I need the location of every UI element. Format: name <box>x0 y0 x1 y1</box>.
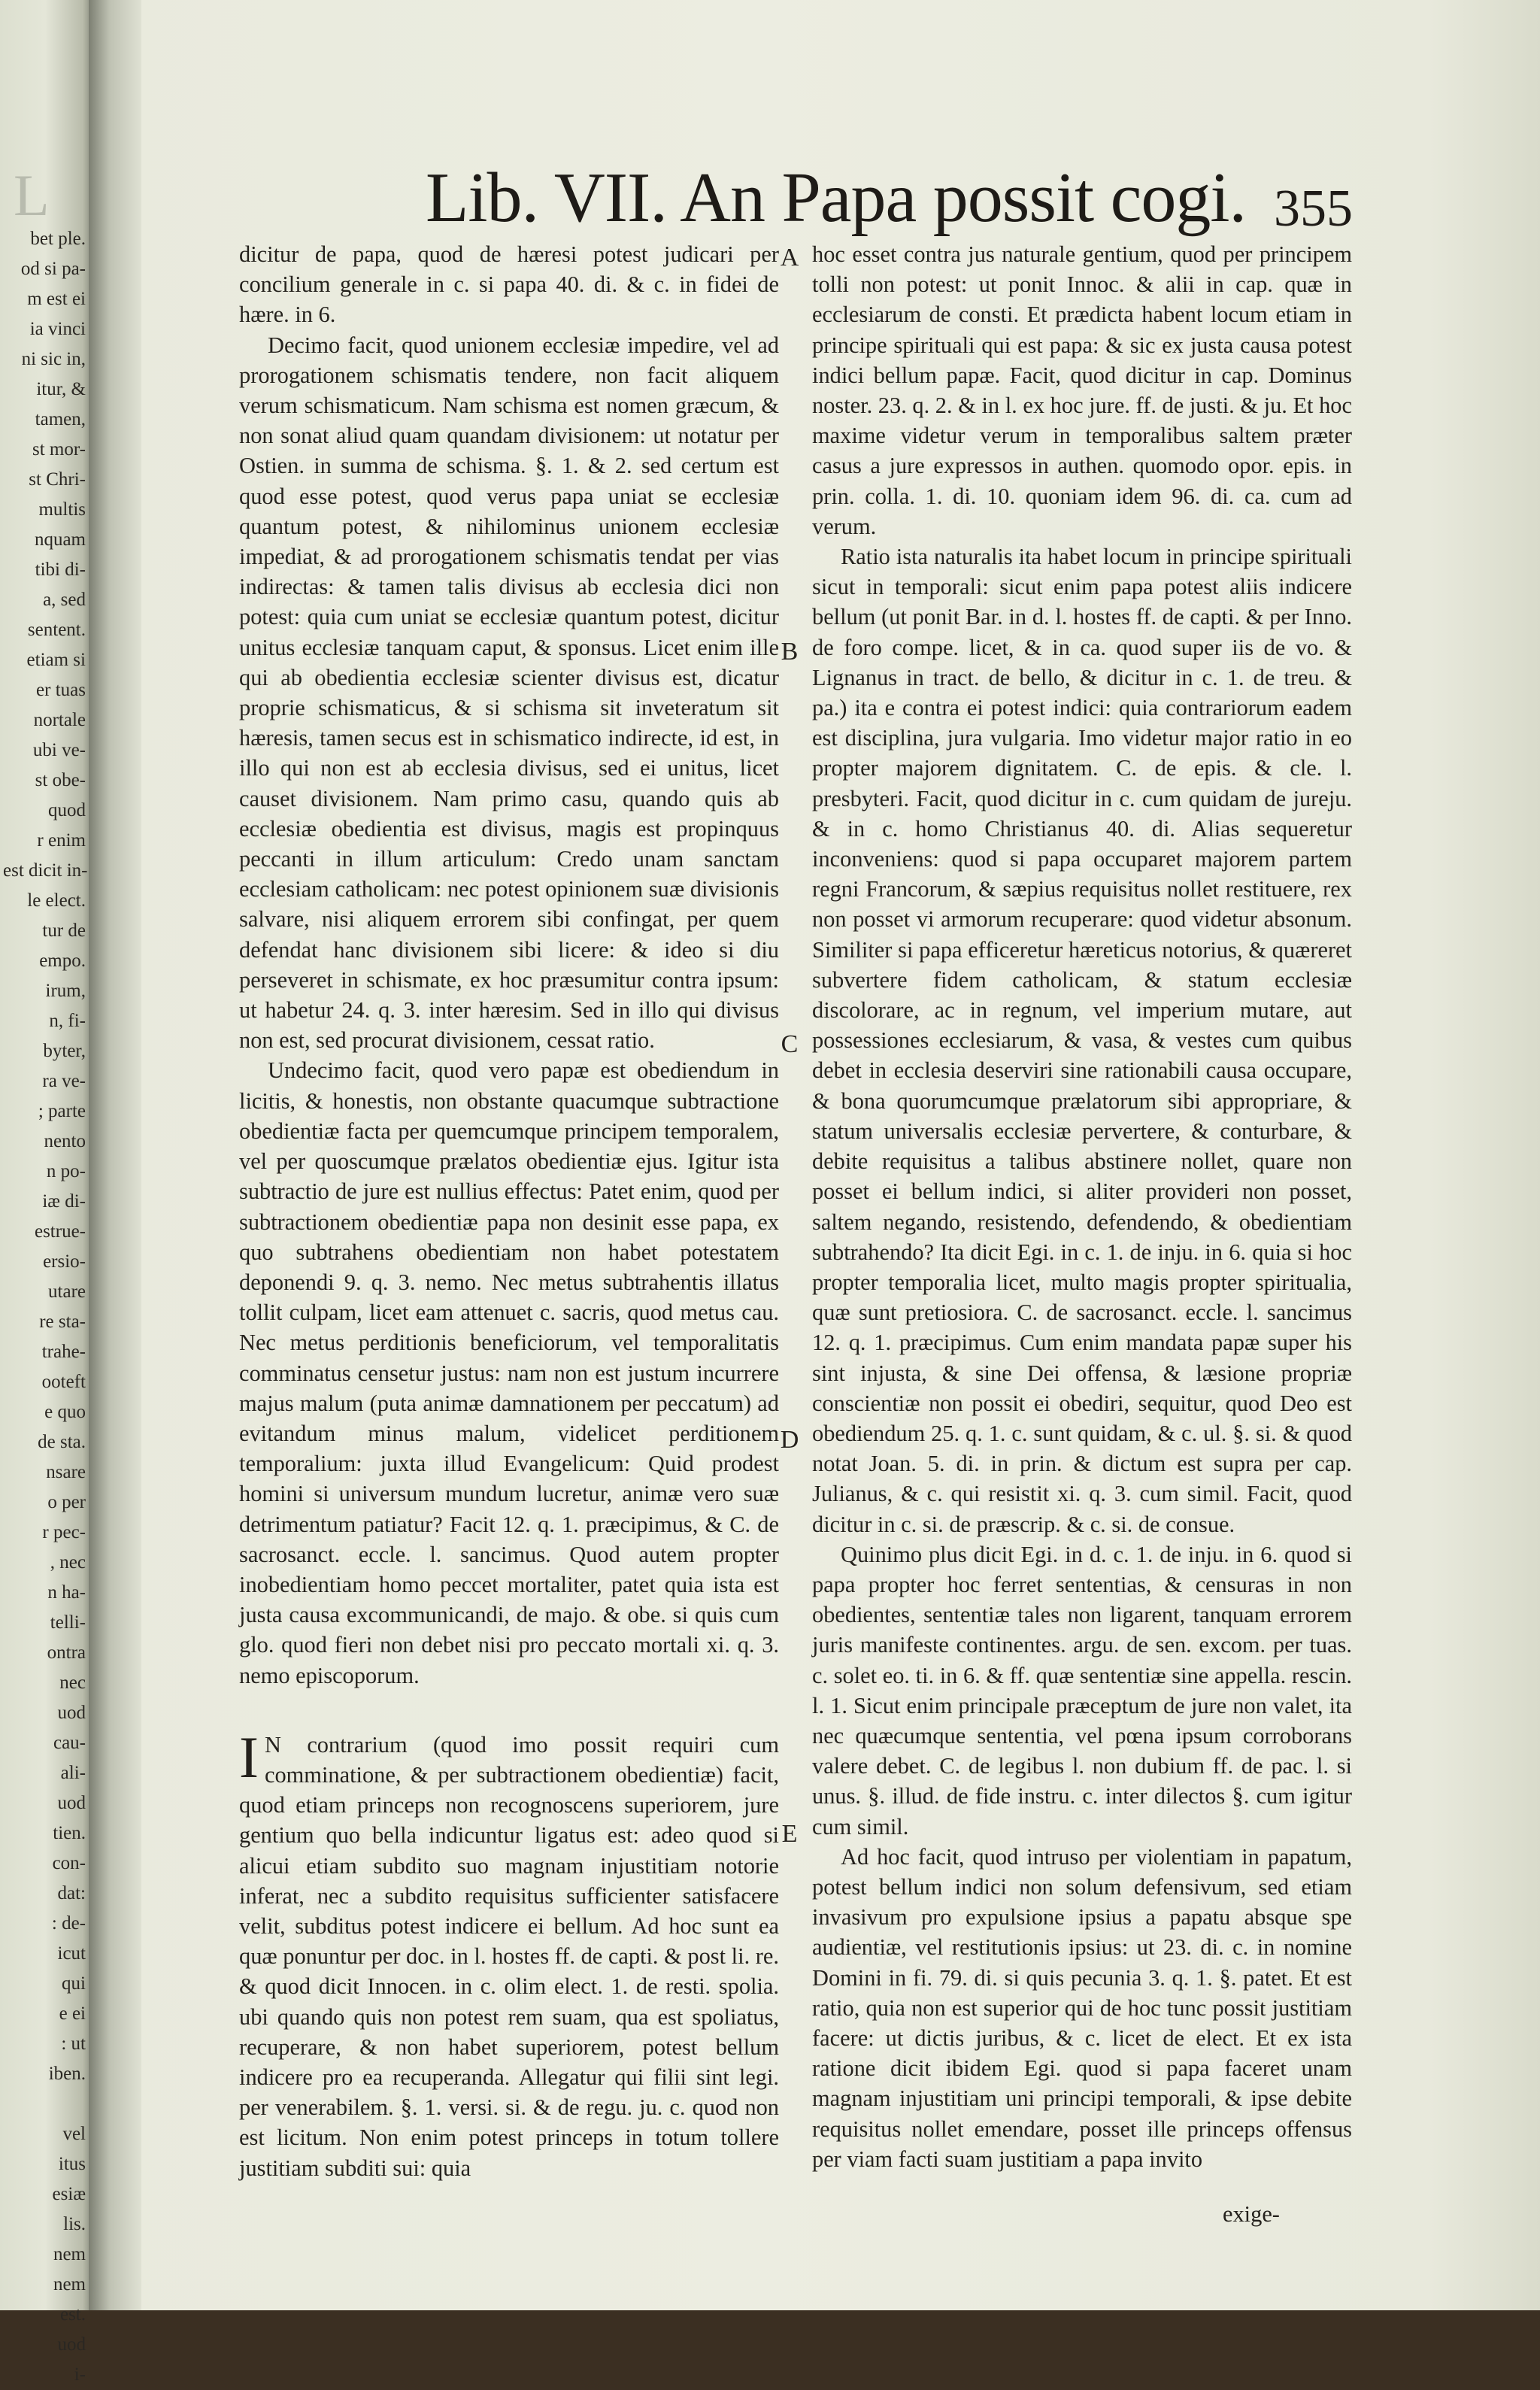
book-gutter-shadow <box>89 0 141 2310</box>
previous-page-line: st mor- <box>32 439 86 459</box>
previous-page-line: ra ve- <box>42 1071 86 1091</box>
previous-page-line: o per <box>47 1492 86 1512</box>
left-paragraph-3: Undecimo facit, quod vero papæ est obediendum in licitis, & honestis, non obstante quacumque subtractione obedientiæ facta per quemcumque principem temporalem, vel per quoscumque prælatos obedientiæ ejus. Igitur ista subtractio de jure est nullius effectus: Patet enim, quod per subtractionem obedientiæ papa non desinit esse papa, ex quo subtrahens obedientiam non habet potestatem deponendi 9. q. 3. nemo. Nec metus subtrahentis illatus tollit culpam, licet eam attenuet c. sacris, quod metus cau. Nec metus perditionis beneficiorum, vel temporalitatis comminatus censetur justus: nam non est justum incurrere majus malum (puta animæ damnationem per peccatum) ad evitandum minus malum, videlicet perditionem temporalium: juxta illud Evangelicum: Quid prodest homini si universum mundum lucretur, animæ vero suæ detrimentum patiatur? Facit 12. q. 1. præcipimus, & C. de sacrosanct. eccle. l. sancimus. Quod autem propter inobedientiam homo peccet mortaliter, patet quia ista est justa causa excommunicandi, de majo. & obe. si quis cum glo. quod fieri non debet nisi pro peccato mortali xi. q. 3. nemo episcoporum. <box>239 1057 779 1688</box>
previous-page-line: ontra <box>47 1642 86 1663</box>
section-marker-b: B <box>781 638 799 666</box>
previous-page-line: n ha- <box>47 1582 86 1603</box>
previous-page-line: icut <box>57 1943 86 1964</box>
previous-page-line: sentent. <box>27 620 86 640</box>
previous-page-line: esiæ <box>52 2184 86 2204</box>
previous-page-line: trahe- <box>41 1342 86 1362</box>
previous-page-line: utare <box>48 1281 86 1302</box>
previous-page-line: qui <box>62 1973 86 1994</box>
right-paragraph-4: Ad hoc facit, quod intruso per violentiam in papatum, potest bellum indici non solum defensivum, sed etiam invasivum pro expulsione ipsius a papatu absque spe audientiæ, vel restitutionis ipsius: ut 23. di. c. in nomine Domini in fi. 79. di. si quis pecunia 3. q. 1. §. patet. Et est ratio, quia non est superior qui de hoc tunc possit justitiam facere: ut dictis juribus, & c. licet de elect. Et ex ista ratione dicit ibidem Egi. quod si papa faceret unam magnam injustitiam uni principi temporali, & ipse debite requisitus nollet emendare, posset ille princeps offensus per viam facti suam justitiam a papa invito <box>812 1843 1352 2172</box>
previous-page-line: tien. <box>53 1823 86 1843</box>
previous-page-line: od si pa- <box>20 259 86 279</box>
section-marker-a: A <box>780 244 799 271</box>
previous-page-line: r pec- <box>42 1522 86 1542</box>
previous-page-line: etiam si <box>26 650 86 670</box>
previous-page-line: nsare <box>46 1462 86 1482</box>
section-markers <box>775 0 805 2310</box>
previous-page-line: telli- <box>50 1612 86 1633</box>
previous-page-line: uod <box>57 1703 86 1723</box>
right-paragraph-3: Quinimo plus dicit Egi. in d. c. 1. de inju. in 6. quod si papa propter hoc ferret sententias, & censuras in non obedientes, sententiæ tales non ligarent, tanquam errorem juris manifeste continentes. argu. de sen. excom. per tuas. c. solet eo. ti. in 6. & ff. quæ sententiæ sine appella. rescin. l. 1. Sicut enim principale præceptum de jure non valet, ita nec quæcumque sententia, vel pœna ipsum corroborans valere debet. C. de legibus l. non dubium ff. de pac. l. si unus. §. illud. de fide instru. c. inter dilectos §. cum igitur cum simil. <box>812 1541 1352 1840</box>
previous-page-line: e quo <box>44 1402 86 1422</box>
right-column <box>812 239 1352 2174</box>
previous-page-line: tur de <box>42 921 86 941</box>
previous-page-line: r enim <box>37 830 86 851</box>
previous-page-edge <box>0 0 89 2385</box>
previous-page-line: vel <box>62 2124 86 2144</box>
section-marker-e: E <box>781 1820 798 1848</box>
section-marker-c: C <box>781 1030 799 1058</box>
page-header <box>0 156 1540 239</box>
right-paragraph-1: hoc esset contra jus naturale gentium, quod per principem tolli non potest: ut ponit Innoc. & alii in cap. quæ in ecclesiarum de consti. Et prædicta habent locum etiam in principe spirituali qui est papa: & sic ex justa causa potest indici bellum papæ. Facit, quod dicitur in cap. Dominus noster. 23. q. 2. & in l. ex hoc jure. ff. de justi. & ju. Et hoc maxime videtur verum in temporalibus saltem præter casus a jure expressos in authen. quomodo opor. epis. in prin. colla. 1. di. 10. quoniam idem 96. di. ca. cum ad verum. <box>812 241 1352 539</box>
previous-page-line: iben. <box>48 2064 86 2084</box>
previous-page-line: itus <box>58 2154 86 2174</box>
previous-page-line: tamen, <box>35 409 86 429</box>
previous-page-line: nec <box>59 1673 86 1693</box>
previous-page-line: e ei <box>59 2003 86 2024</box>
previous-page-line: ia vinci <box>29 319 86 339</box>
previous-page-line: nquam <box>34 529 86 550</box>
previous-page-line: ni sic in, <box>21 349 86 369</box>
catchword: exige- <box>1223 2201 1280 2227</box>
previous-page-line: con- <box>52 1853 86 1873</box>
previous-page-line: de sta. <box>38 1432 86 1452</box>
previous-page-line: est dicit in- <box>3 860 88 881</box>
previous-page-line: irum, <box>45 981 86 1001</box>
previous-page-line: ; parte <box>38 1101 86 1121</box>
previous-page-line: dat: <box>57 1883 86 1903</box>
previous-page-line: n, fi- <box>49 1011 86 1031</box>
previous-page-line: itur, & <box>36 379 86 399</box>
previous-page-line: m est ei <box>27 289 86 309</box>
previous-page-line: le elect. <box>27 890 86 911</box>
previous-page-text <box>3 224 86 2390</box>
previous-page-line: st Chri- <box>29 469 86 490</box>
previous-page-line: nortale <box>33 710 86 730</box>
previous-page-line: er tuas <box>36 680 86 700</box>
previous-page-line: estrue- <box>34 1221 86 1242</box>
previous-page-line: ooteft <box>41 1372 86 1392</box>
previous-page-line: st obe- <box>35 770 86 790</box>
previous-page-line: iæ di- <box>42 1191 86 1212</box>
previous-page-line <box>3 2089 86 2119</box>
previous-page-line: uod <box>57 1793 86 1813</box>
previous-page-line: : de- <box>51 1913 86 1934</box>
previous-page-line: , nec <box>50 1552 86 1573</box>
previous-page-line: uod <box>57 2334 86 2355</box>
previous-page-line: ersio- <box>43 1251 86 1272</box>
previous-page-line: n po- <box>46 1161 86 1181</box>
left-paragraph-2: Decimo facit, quod unionem ecclesiæ impedire, vel ad prorogationem schismatis tendere, non facit aliquem verum schismaticum. Nam schisma est nomen græcum, & non sonat aliud quam quandam divisionem: ut notatur per Ostien. in summa de schisma. §. 1. & 2. sed certum est quod esse potest, quod verus papa uniat se ecclesiæ quantum potest, & nihilominus unionem ecclesiæ impediat, & ad prorogationem schismatis tendat per vias indirectas: & tamen talis divisus ab ecclesia dici non potest: quia cum uniat se ecclesiæ quantum potest, dicitur unitus ecclesiæ tanquam caput, & sponsus. Licet enim ille qui ab obedientia ecclesiæ scienter divisus est, dicatur proprie schismaticus, & si schisma sit inveteratum sit hæresis, tamen secus est in schismatico indirecte, id est, in illo qui non est ab ecclesia divisus, sed ei unitus, licet causet divisionem. Nam primo casu, quando quis ab ecclesiæ obedientia est divisus, magis est propinquus peccanti in illum articulum: Credo unam sanctam ecclesiam catholicam: nec potest opinionem suæ divisionis salvare, nisi aliquem errorem sibi confingat, per quem defendat hanc divisionem sibi licere: & ideo si diu perseveret in schismate, ex hoc præsumitur contra ipsum: ut habetur 24. q. 3. inter hæresim. Sed in illo qui divisus non est, sed procurat divisionem, cessat ratio. <box>239 332 779 1054</box>
previous-page-line: ali- <box>60 1763 86 1783</box>
previous-page-line: : ut <box>61 2034 86 2054</box>
left-column <box>239 239 779 2183</box>
previous-page-line: est. <box>59 2304 86 2325</box>
previous-page-line: nento <box>44 1131 86 1151</box>
previous-page-line: nem <box>53 2274 86 2294</box>
previous-page-line: bet ple. <box>30 229 86 249</box>
left-paragraph-4 <box>239 1724 779 2183</box>
section-marker-d: D <box>780 1426 799 1454</box>
previous-page-line: cau- <box>53 1733 86 1753</box>
previous-page-line: re sta- <box>39 1312 86 1332</box>
left-paragraph-4-text: N contrarium (quod imo possit requiri cum comminatione, & per subtractionem obedientiæ) facit, quod etiam princeps non recognoscens superiorem, jure gentium quo bella indicuntur ligatus est: adeo quod si alicui etiam subdito suo magnam injustitiam notorie inferat, nec a subdito requisitus sufficienter satisfacere velit, subditus potest indicere ei bellum. Ad hoc sunt ea quæ ponuntur per doc. in l. hostes ff. de capti. & post li. re. & quod dicit Innocen. in c. olim elect. 1. de resti. spolia. ubi quando quis non potest rem suam, qua est spoliatus, recuperare, & non habet superiorem, potest bellum indicere pro ea recuperanda. Allegatur qui filii sint legi. per venerabilem. §. 1. versi. si. & de regu. ju. c. quod non est licitum. Non enim potest princeps in totum tollere justitiam subditi sui: quia <box>239 1731 779 2181</box>
page-number: 355 <box>1274 180 1353 238</box>
running-title: Lib. VII. An Papa possit cogi. <box>426 159 1246 237</box>
previous-page-line: empo. <box>39 951 86 971</box>
previous-page-line: multis <box>38 499 86 520</box>
previous-page-line: byter, <box>43 1041 86 1061</box>
previous-page-line: quod <box>48 800 86 820</box>
previous-page-line: i- <box>74 2364 86 2385</box>
show-through-ghost-letter: L <box>14 162 50 228</box>
previous-page-line: a, sed <box>43 590 86 610</box>
previous-page-line: ubi ve- <box>32 740 86 760</box>
previous-page-line: nem <box>53 2244 86 2264</box>
previous-page-line: lis. <box>63 2214 86 2234</box>
right-paragraph-2: Ratio ista naturalis ita habet locum in principe spirituali sicut in temporali: sicut enim papa potest aliis indicere bellum (ut ponit Bar. in d. l. hostes ff. de capti. & per Inno. de foro compe. licet, & in ca. quod super iis de vo. & Lignanus in tract. de bello, & dicitur in c. 1. de treu. & pa.) ita e contra ei potest indici: quia contrariorum eadem est disciplina, jura vulgaria. Imo videtur major ratio in eo propter majorem dignitatem. C. de epis. & cle. l. presbyteri. Facit, quod dicitur in c. cum quidam de jureju. & in c. homo Christianus 40. di. Alias sequeretur inconveniens: quod si papa occuparet majorem partem regni Francorum, & sæpius requisitus nollet restituere, rex non posset vi armorum recuperare: quod videtur absonum. Similiter si papa efficeretur hæreticus notorius, & quæreret subvertere fidem catholicam, & statum ecclesiæ discolorare, ac in regnum, vel imperium mutare, aut possessiones ecclesiarum, & vasa, & vestes cum quibus debet in ecclesia deserviri sine rationabili causa occupare, & bona quorumcumque prælatorum sibi appropriare, & statum universalis ecclesiæ pervertere, & conturbare, & debite requisitus a talibus abstinere nollet, quare non posset ei bellum indici, si aliter provideri non posset, saltem negando, resistendo, defendendo, & obedientiam subtrahendo? Ita dicit Egi. in c. 1. de inju. in 6. quia si hoc propter temporalia licet, multo magis propter spiritualia, quæ sunt pretiosiora. C. de sacrosanct. eccle. l. sancimus 12. q. 1. præcipimus. Cum enim mandata papæ super his sint injusta, & sine Dei offensa, & læsione propriæ conscientiæ non possit ei obediri, sequitur, quod Deo est obediendum 25. q. 1. c. sunt quidam, & c. ul. §. si. & quod notat Joan. 5. di. in prin. & dictum est supra per cap. Julianus, & c. qui resistit xi. q. 3. cum simil. Facit, quod dicitur in c. si. de præscrip. & c. si. de consue. <box>812 544 1352 1537</box>
drop-cap-initial: I <box>239 1724 259 1790</box>
previous-page-line: tibi di- <box>35 560 86 580</box>
left-paragraph-1: dicitur de papa, quod de hæresi potest judicari per concilium generale in c. si papa 40. di. & c. in fidei de hære. in 6. <box>239 241 779 328</box>
